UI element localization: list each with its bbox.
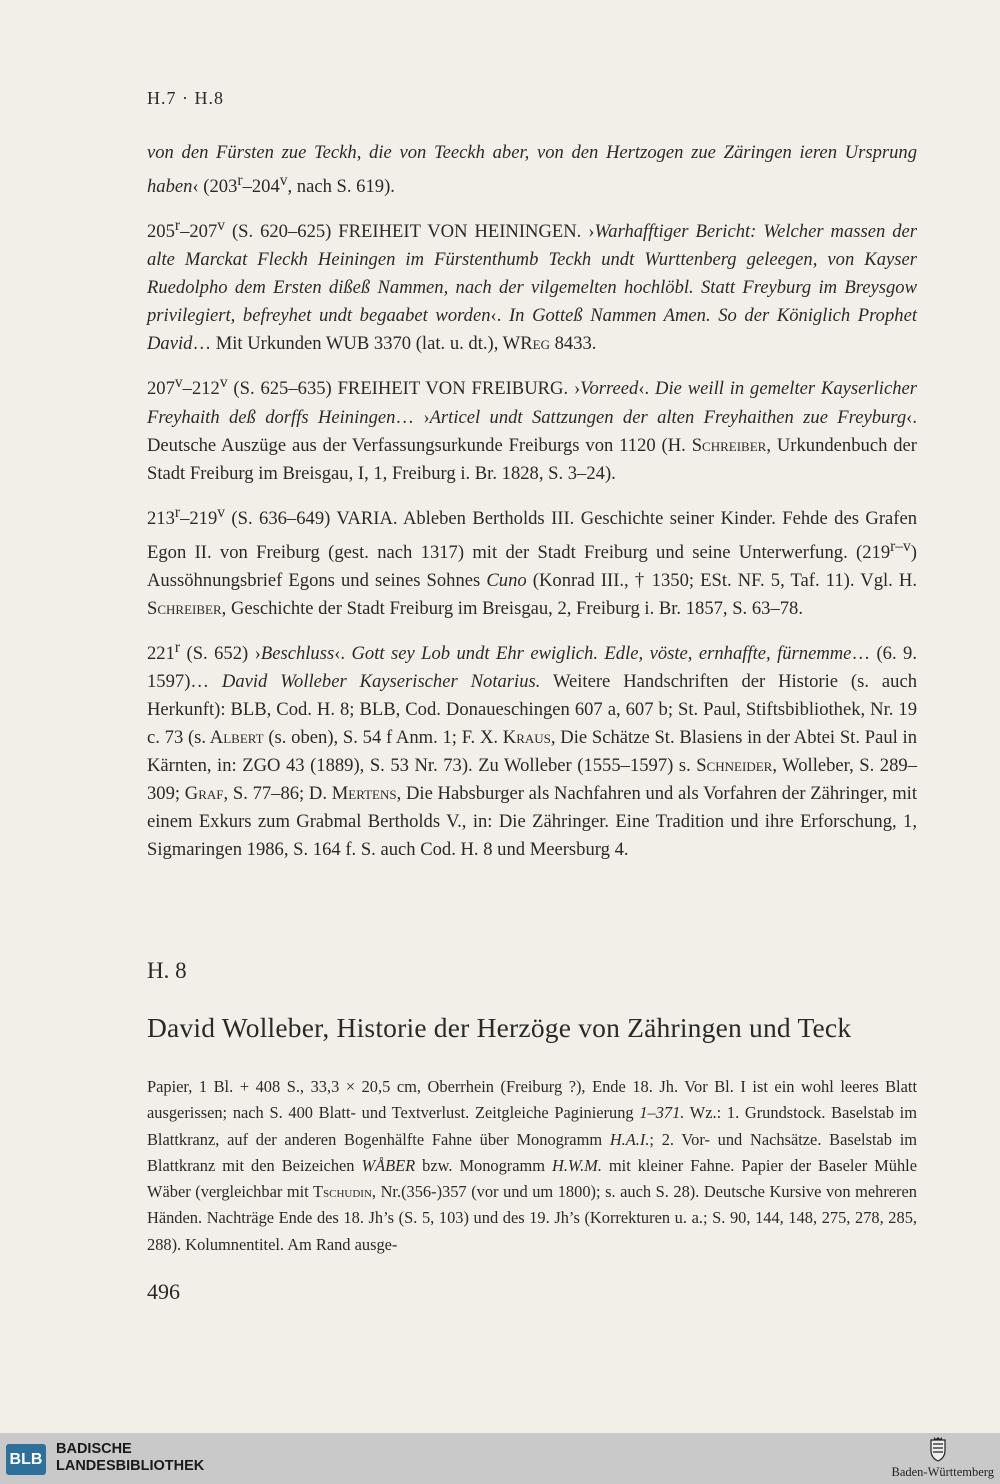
smallcaps-run: chneider [706, 755, 773, 777]
text-run: 205 [147, 221, 175, 243]
library-name-line1: BADISCHE [56, 1441, 132, 1457]
italic-quote: In Gotteß Nammen Amen. So der Königlich Prophet David [147, 305, 917, 355]
italic-run: H.W.M. [552, 1155, 602, 1175]
text-run: –219 [180, 507, 218, 529]
text-run: (s. oben), S. 54 f Anm. 1; F. X. K [263, 727, 517, 749]
smallcaps-run: raf [198, 783, 224, 805]
library-name[interactable] [56, 1441, 204, 1475]
italic-quote: Gott sey Lob undt Ehr ewiglich. Edle, vöste, ernhaffte, fürnemme [351, 643, 852, 665]
running-header: H.7 · H.8 [147, 88, 224, 108]
text-run: Wz.: 1. Grundstock. Baselstab im Blattkranz, auf der anderen Bogenhälfte Fahne über Monogramm [147, 1103, 917, 1149]
body-text [147, 139, 917, 875]
coat-of-arms-icon [928, 1436, 948, 1462]
section-title: David Wolleber, Historie der Herzöge von Zähringen und Teck [147, 1012, 852, 1043]
text-run: ‹. [638, 378, 656, 400]
text-run: 207 [147, 378, 175, 400]
text-run: 221 [147, 643, 175, 665]
smallcaps-run: chreiber [702, 434, 767, 456]
text-run: (S. 652) › [180, 643, 261, 665]
text-run: (S. 625–635) FREIHEIT VON FREIBURG. › [227, 378, 581, 400]
text-run: ‹. [490, 305, 509, 327]
text-run: , Die Habsburger als Nachfahren und als Vorfahren der Zähringer, mit einem Exkurs zum Grabmal Bertholds V., in: Die Zähringer. Eine Tradition und ihre Erforschung, 1, Sigmaringen 1986, S. 164 f. S. auch Cod. H. 8 und Meersburg 4. [147, 783, 917, 861]
folio-sup: v [217, 217, 225, 235]
text-run: –212 [182, 378, 220, 400]
state-label: Baden-Württemberg [891, 1465, 994, 1479]
italic-quote: Articel undt Sattzungen der alten Freyhaithen zue Freyburg [429, 406, 907, 428]
italic-run: H.A.I. [609, 1129, 650, 1149]
italic-quote: Vorreed [580, 378, 639, 400]
text-run: , S. 77–86; D. M [223, 783, 349, 805]
text-run: , Geschichte der Stadt Freiburg im Breisgau, 2, Freiburg i. Br. 1857, S. 63–78. [221, 597, 803, 619]
folio-sup: v [279, 172, 288, 189]
text-run: Weitere Handschriften der Historie (s. auch Herkunft): BLB, Cod. H. 8; BLB, Cod. Donaueschingen 607 a, 607 b; St. Paul, Stiftsbibliothek, Nr. 19 c. 73 (s. A [147, 671, 917, 749]
folio-sup: v [219, 374, 228, 392]
text-run: ‹ (203 [192, 176, 238, 198]
paragraph-4 [147, 499, 917, 623]
paragraph-5 [147, 634, 917, 864]
smallcaps-run: ertens [348, 783, 397, 805]
smallcaps-run: raus [516, 727, 551, 749]
page-number: 496 [147, 1279, 180, 1304]
library-name-line2: LANDESBIBLIOTHEK [56, 1458, 205, 1474]
text-run: ‹. [334, 643, 352, 665]
text-run: , nach S. 619). [287, 176, 395, 198]
footer-bar [0, 1433, 1000, 1484]
text-run: Papier, 1 Bl. + 408 S., 33,3 × 20,5 cm, Oberrhein (Freiburg ?), Ende 18. Jh. Vor Bl. I ist ein wohl leeres Blatt ausgerissen; nach S. 400 Blatt- und Textverlust. Zeitgleiche Paginierung [147, 1077, 917, 1123]
folio-sup: r [237, 172, 243, 189]
italic-quote: Warhafftiger Bericht: Welcher massen der alte Marckat Fleckh Heiningen im Fürstenthumb Teckh undt Wurttenberg geleegen, von Kayser Ruedolpho dem Ersten dißeß Nammen, nach der vilgemelten hochlöbl. Statt Freyburg im Breysgow privilegiert, befreyhet undt begaabet worden [147, 221, 917, 327]
italic-run: 1–371. [639, 1103, 685, 1123]
text-run: ; 2. Vor- und Nachsätze. Baselstab im Blattkranz mit den Beizeichen [147, 1129, 917, 1175]
text-run: , Die Schätze St. Blasiens in der Abtei St. Paul in Kärnten, in: ZGO 43 (1889), S. 53 Nr. 73). Zu Wolleber (1555–1597) s. S [147, 727, 917, 777]
folio-sup: r [174, 503, 181, 521]
smallcaps-run: schudin [323, 1182, 372, 1202]
text-run: bzw. Monogramm [415, 1155, 552, 1175]
folio-sup: v [217, 503, 225, 521]
text-run: ‹. Deutsche Auszüge aus der Verfassungsurkunde Freiburgs von 1120 (H. S [147, 406, 917, 456]
italic-quote: Beschluss [260, 643, 335, 665]
text-run: … (6. 9. 1597)… [147, 643, 918, 693]
blb-logo[interactable]: BLB [6, 1444, 46, 1475]
manuscript-description [147, 1074, 917, 1258]
smallcaps-run: eg [532, 333, 550, 355]
text-run: –207 [180, 221, 218, 243]
text-run: (S. 620–625) FREIHEIT VON HEININGEN. › [225, 221, 595, 243]
text-run: … Mit Urkunden WUB 3370 (lat. u. dt.), WR [192, 333, 533, 355]
section-heading: H. 8 [147, 958, 187, 983]
italic-name: Cuno [486, 569, 527, 591]
text-run: (S. 636–649) VARIA. Ableben Bertholds III. Geschichte seiner Kinder. Fehde des Grafen Egon II. von Freiburg (gest. nach 1317) mit der Stadt Freiburg und seine Unterwerfung. (219 [147, 507, 917, 563]
italic-run: WÅBER [361, 1155, 416, 1175]
paragraph-2 [147, 212, 917, 358]
paragraph-1 [147, 139, 917, 201]
smallcaps-run: lbert [223, 727, 264, 749]
italic-quote: von den Fürsten zue Teckh, die von Teeckh aber, von den Hertzogen zue Zäringen ieren Ursprung haben [147, 142, 917, 198]
text-run: (Konrad III., † 1350; ESt. NF. 5, Taf. 11). Vgl. H. S [147, 569, 917, 619]
text-run: , Urkundenbuch der Stadt Freiburg im Breisgau, I, 1, Freiburg i. Br. 1828, S. 3–24). [147, 434, 917, 484]
folio-sup: r [174, 217, 181, 235]
folio-sup: r [174, 638, 181, 656]
paragraph-3 [147, 369, 917, 487]
text-run: 213 [147, 507, 175, 529]
text-run: mit kleiner Fahne. Papier der Baseler Mühle Wäber (vergleichbar mit T [147, 1155, 917, 1202]
folio-sup: r–v [890, 537, 911, 555]
text-run: , Nr.(356-)357 (vor und um 1800); s. auch S. 28). Deutsche Kursive von mehreren Händen. Nachträge Ende des 18. Jh’s (S. 5, 103) und des 19. Jh’s (Korrekturen u. a.; S. 90, 144, 148, 275, 278, 285, 288). Kolumnentitel. Am Rand ausge- [147, 1182, 917, 1254]
text-run: , Wolleber, S. 289–309; G [147, 755, 917, 805]
smallcaps-run: chreiber [157, 597, 222, 619]
text-run: … › [395, 406, 430, 428]
folio-sup: v [174, 374, 183, 392]
text-run: –204 [242, 176, 280, 198]
italic-quote: Die weill in gemelter Kayserlicher Freyhaith deß dorffs Heiningen [147, 378, 918, 428]
italic-quote: David Wolleber Kayserischer Notarius. [221, 671, 541, 693]
text-run: 8433. [549, 333, 597, 355]
text-run: ) Aussöhnungsbrief Egons und seines Sohnes [147, 541, 917, 591]
